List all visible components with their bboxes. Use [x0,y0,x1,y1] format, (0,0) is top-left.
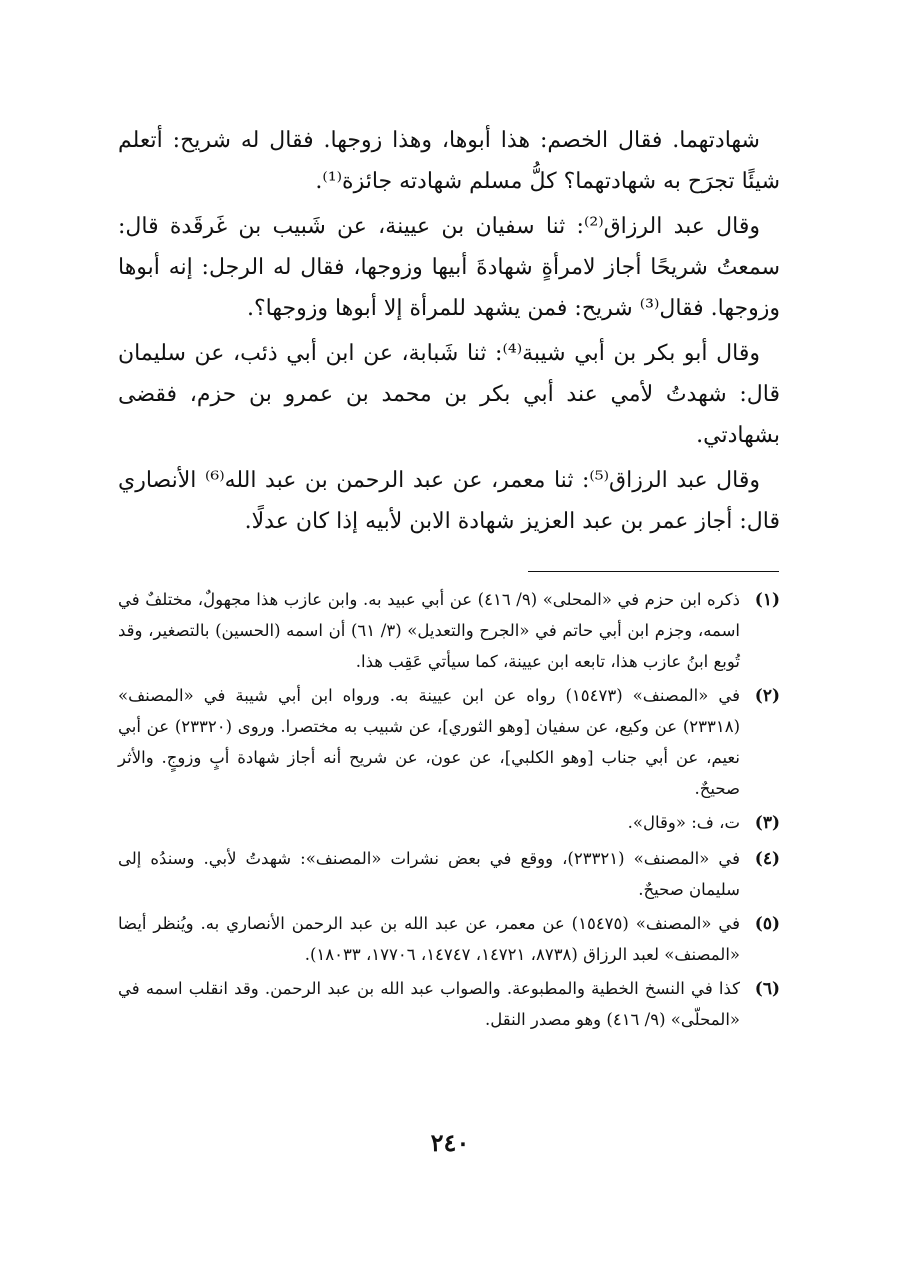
footnote-number: (١) [754,590,780,610]
footnote-number: (٤) [754,849,780,869]
page-number: ٢٤٠ [430,1128,470,1157]
footnote [118,584,780,677]
paragraph: وقال عبد الرزاق⁽⁵⁾: ثنا معمر، عن عبد الرحمن بن عبد الله⁽⁶⁾ الأنصاري قال: أجاز عمر بن عبد العزيز شهادة الابن لأبيه إذا كان عدلًا. [118,468,780,534]
footnote [118,680,780,804]
footnote-number: (٦) [754,979,780,999]
footnote-text: في «المصنف» (١٥٤٧٥) عن معمر، عن عبد الله بن عبد الرحمن الأنصاري به. ويُنظر أيضا «المصنف» لعبد الرزاق (٨٧٣٨، ١٤٧٢١، ١٤٧٤٧، ١٧٧٠٦، ١٨٠٣٣). [118,914,740,964]
footnote-divider [528,571,779,572]
footnote-text: ذكره ابن حزم في «المحلى» (٩/ ٤١٦) عن أبي عبيد به. وابن عازب هذا مجهولٌ، مختلفٌ في اسمه، وجزم ابن أبي حاتم في «الجرح والتعديل» (٣/ ٦١) أن اسمه (الحسين) بالتصغير، وقد تُوبع ابنُ عازب هذا، تابعه ابن عيينة، كما سيأتي عَقِب هذا. [118,590,741,671]
footnote-number: (٢) [754,686,780,706]
paragraph: شهادتهما. فقال الخصم: هذا أبوها، وهذا زوجها. فقال له شريح: أتعلم شيئًا تجرَح به شهادتهما؟ كلُّ مسلم شهادته جائزة⁽¹⁾. [118,128,780,194]
footnote-text: في «المصنف» (٢٣٣٢١)، ووقع في بعض نشرات «المصنف»: شهدتُ لأبي. وسندُه إلى سليمان صحيحٌ. [118,849,740,899]
footnote-text: في «المصنف» (١٥٤٧٣) رواه عن ابن عيينة به. ورواه ابن أبي شيبة في «المصنف» (٢٣٣١٨) عن وكيع، عن سفيان [وهو الثوري]، عن شبيب به مختصرا. وروى (٢٣٣٢٠) عن أبي نعيم، عن أبي جناب [وهو الكلبي]، عن عون، عن شريح أنه أجاز شهادة أبٍ وزوجٍ. والأثر صحيحٌ. [118,686,741,798]
footnote [118,807,780,840]
footnote [118,843,780,905]
paragraph: وقال أبو بكر بن أبي شيبة⁽⁴⁾: ثنا شَبابة، عن ابن أبي ذئب، عن سليمان قال: شهدتُ لأمي عند أبي بكر بن محمد بن عمرو بن حزم، فقضى بشهادتي. [118,341,780,448]
footnote-text: كذا في النسخ الخطية والمطبوعة. والصواب عبد الله بن عبد الرحمن. وقد انقلب اسمه في «المحلّى» (٩/ ٤١٦) وهو مصدر النقل. [118,979,740,1029]
footnote-number: (٥) [754,914,780,934]
paragraph: وقال عبد الرزاق⁽²⁾: ثنا سفيان بن عيينة، عن شَبيب بن غَرقَدة قال: سمعتُ شريحًا أجاز لامرأةٍ شهادةَ أبيها وزوجها، فقال له الرجل: إنه أبوها وزوجها. فقال⁽³⁾ شريح: فمن يشهد للمرأة إلا أبوها وزوجها؟. [118,214,780,321]
footnote-text: ت، ف: «وقال». [627,813,740,832]
main-text [118,120,780,546]
footnote-number: (٣) [754,813,780,833]
footnote [118,908,780,970]
footnote [118,973,780,1035]
footnotes [118,584,780,1038]
